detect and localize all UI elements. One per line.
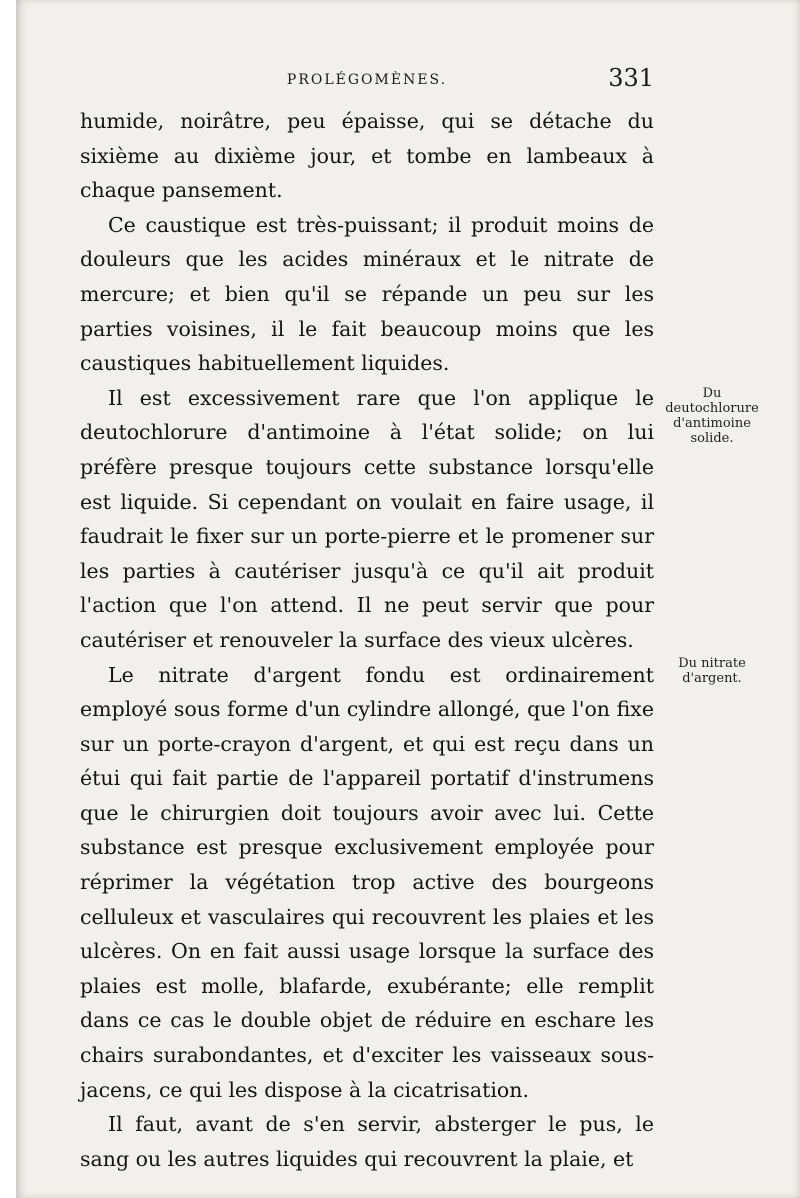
margin-note-deutochlorure: Du deutochlorure d'antimoine solide. — [665, 386, 759, 446]
margin-note-nitrate: Du nitrate d'argent. — [678, 656, 746, 686]
page-number: 331 — [608, 64, 654, 92]
running-title: PROLÉGOMÈNES. — [286, 72, 448, 88]
paragraph-continuation: humide, noirâtre, peu épaisse, qui se détache du sixième au dixième jour, et tombe en lambeaux à chaque pansement. — [80, 109, 654, 203]
paragraph-nitrate: Le nitrate d'argent fondu est ordinairement employé sous forme d'un cylindre allongé, que l'on fixe sur un porte-crayon d'argent, et qui est reçu dans un étui qui fait partie de l'appareil portatif d'instrumens que le chirurgien doit toujours avoir avec lui. Cette substance est presque exclusivement employée pour réprimer la végétation trop active des bourgeons celluleux et vasculaires qui recouvrent les plaies et les ulcères. On en fait aussi usage lorsque la surface des plaies est molle, blafarde, exubérante; elle remplit dans ce cas le double objet de réduire en eschare les chairs surabondantes, et d'exciter les vaisseaux sous-jacens, ce qui les dispose à la cicatrisation. — [80, 662, 654, 1102]
paragraph-caustique: Ce caustique est très-puissant; il produit moins de douleurs que les acides minéraux et le nitrate de mercure; et bien qu'il se répande un peu sur les parties voisines, il le fait beaucoup moins que les caustiques habituellement liquides. — [80, 212, 654, 376]
paragraph-absterger: Il faut, avant de s'en servir, absterger le pus, le sang ou les autres liquides qui recouvrent la plaie, et — [80, 1112, 654, 1171]
paragraph-deutochlorure: Il est excessivement rare que l'on applique le deutochlorure d'antimoine à l'état solide; on lui préfère presque toujours cette substance lorsqu'elle est liquide. Si cependant on voulait en faire usage, il faudrait le fixer sur un porte-pierre et le promener sur les parties à cautériser jusqu'à ce qu'il ait produit l'action que l'on attend. Il ne peut servir que pour cautériser et renouveler la surface des vieux ulcères. — [80, 385, 654, 652]
page-header — [80, 64, 654, 94]
body-text — [80, 104, 654, 1176]
